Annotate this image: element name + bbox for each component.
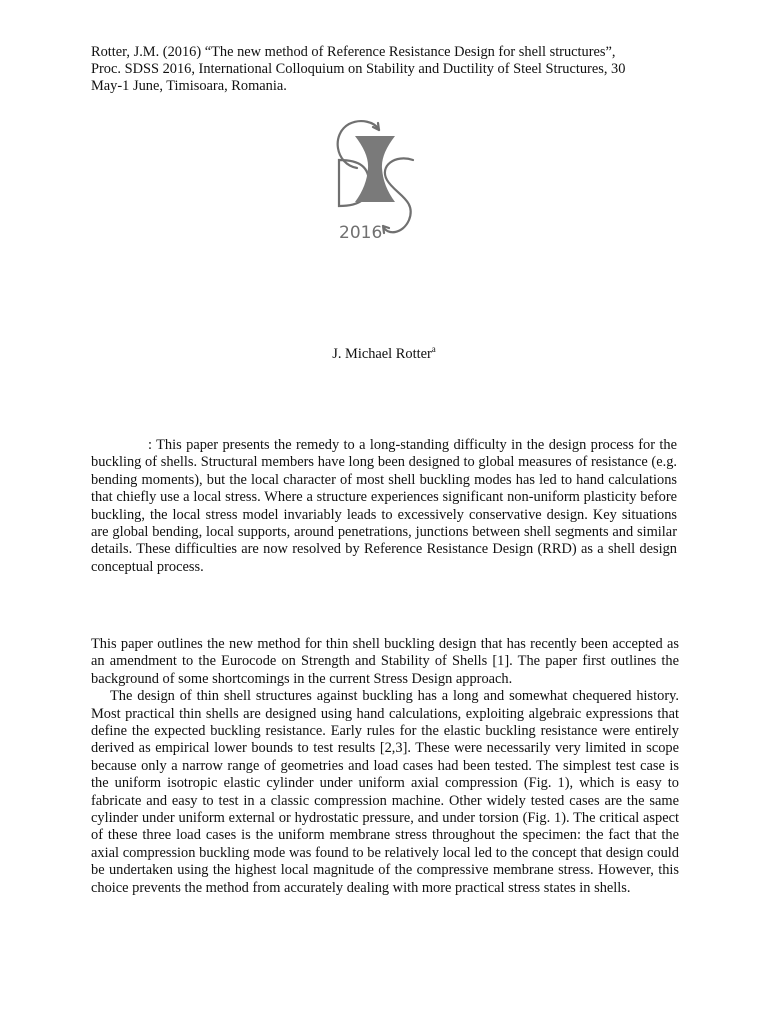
citation-block (91, 44, 681, 96)
citation-line: Proc. SDSS 2016, International Colloquium on Stability and Ductility of Steel Structures, 30 (91, 61, 626, 78)
body-paragraph: This paper outlines the new method for thin shell buckling design that has recently been accepted as an amendment to the Eurocode on Strength and Stability of Shells [1]. The paper first outlines the background of some shortcomings in the current Stress Design approach. (91, 636, 679, 687)
abstract-text: This paper presents the remedy to a long-standing difficulty in the design process for the buckling of shells. Structural members have long been designed to global measures of resistance (e.g. bending moments), but the local character of most shell buckling modes has led to hand calculations that chiefly use a local stress. Where a structure experiences significant non-uniform plasticity before buckling, the local stress model invariably leads to excessively conservative design. Key situations are global bending, local supports, around penetrations, junctions between shell segments and similar details. These difficulties are now resolved by Reference Resistance Design (RRD) as a shell design conceptual process. (91, 437, 677, 575)
author-name: J. Michael Rotter (332, 346, 432, 362)
abstract-label-marker: : (148, 437, 152, 453)
citation-line: May-1 June, Timisoara, Romania. (91, 78, 287, 95)
author-line (0, 346, 768, 363)
sdss-2016-logo (325, 110, 427, 250)
logo-year: 2016 (339, 223, 383, 243)
central-i-beam (355, 136, 395, 202)
author-affiliation-marker: a (431, 344, 436, 355)
citation-line: Rotter, J.M. (2016) “The new method of Reference Resistance Design for shell structures”, (91, 44, 616, 60)
introduction-body (91, 636, 679, 897)
abstract-block (91, 437, 677, 576)
body-paragraph: The design of thin shell structures against buckling has a long and somewhat chequered history. Most practical thin shells are designed using hand calculations, exploiting algebraic expressions that define the expected buckling resistance. Early rules for the elastic buckling resistance were entirely derived as empirical lower bounds to test results [2,3]. These were necessarily very limited in scope because only a narrow range of geometries and load cases had been tested. The simplest test case is the uniform isotropic elastic cylinder under uniform axial compression (Fig. 1), which is easy to fabricate and easy to test in a classic compression machine. Other widely tested cases are the same cylinder under uniform external or hydrostatic pressure, and under torsion (Fig. 1). The critical aspect of these three load cases is the uniform membrane stress throughout the specimen: the fact that the axial compression buckling mode was found to be relatively local led to the concept that design could be undertaken using the highest local magnitude of the compressive membrane stress. However, this choice prevents the method from accurately dealing with more practical stress states in shells. (91, 688, 679, 896)
